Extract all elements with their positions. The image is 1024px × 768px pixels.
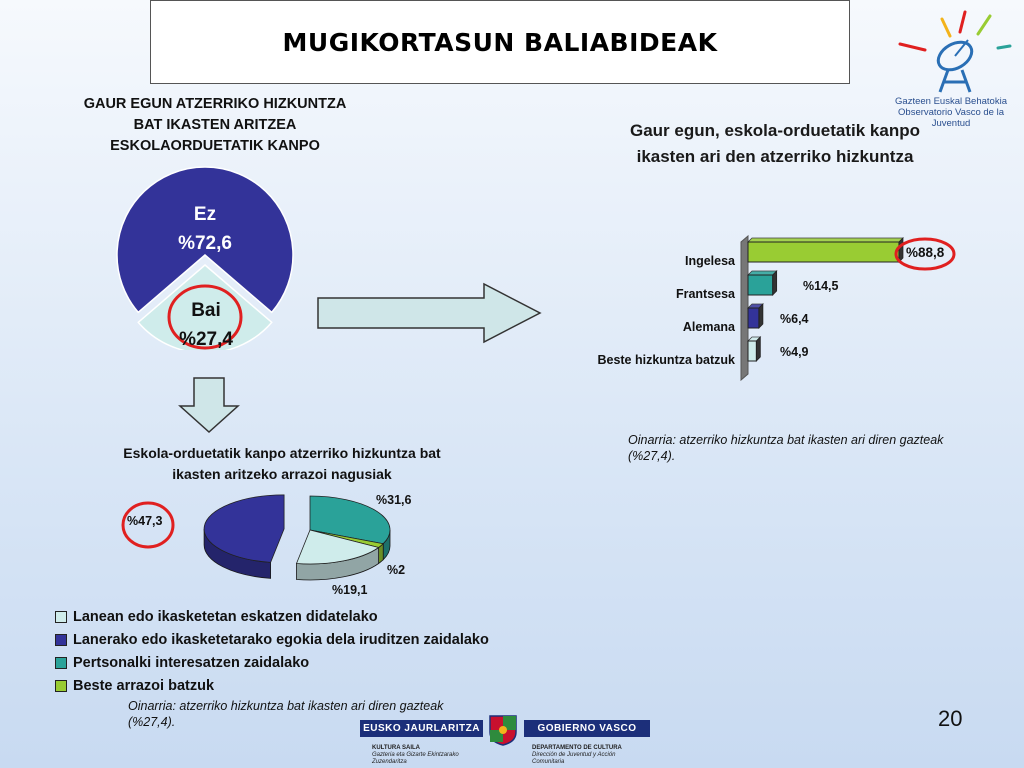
legend-label-3: Beste arrazoi batzuk — [73, 677, 215, 694]
logo-line2: Observatorio Vasco de la Juventud — [898, 107, 1004, 129]
gov-right-sub1: Dirección de Juventud y Acción — [532, 752, 616, 758]
bar-val-3: %4,9 — [780, 345, 809, 359]
legend-item-3 — [55, 674, 489, 697]
pie1-title-line1: GAUR EGUN ATZERRIKO HIZKUNTZA — [83, 96, 347, 112]
gov-right-title: GOBIERNO VASCO — [524, 720, 650, 737]
legend-item-2 — [55, 651, 489, 674]
pie2-val-2: %31,6 — [376, 493, 412, 507]
highlight-circle-pie2 — [120, 500, 176, 550]
highlight-circle-bar — [893, 236, 957, 272]
bar-axis-wall — [741, 236, 748, 380]
bar-1 — [748, 271, 777, 295]
pie1-title-line3: ESKOLAORDUETATIK KANPO — [110, 138, 320, 154]
pie1-label-ez-value: %72,6 — [178, 233, 232, 254]
bar-cat-1: Frantsesa — [675, 287, 735, 301]
bar-2 — [748, 304, 763, 328]
title-box — [150, 0, 850, 84]
bar-title-line1: Gaur egun, eskola-orduetatik kanpo — [629, 121, 920, 140]
right-arrow-icon — [316, 282, 544, 344]
pie2-legend — [55, 605, 489, 697]
logo-line1: Gazteen Euskal Behatokia — [895, 96, 1007, 107]
pie1-label-bai — [156, 296, 256, 354]
legend-item-1 — [55, 628, 489, 651]
bar-title-line2: ikasten ari den atzerriko hizkuntza — [636, 147, 914, 166]
note-2-line1: Oinarria: atzerriko hizkuntza bat ikasten ari diren gazteak — [128, 699, 444, 713]
bar-cat-3: Beste hizkuntza batzuk — [597, 353, 735, 367]
gov-right-sub2: Comunitaria — [532, 759, 565, 765]
bar-cat-2: Alemana — [682, 320, 735, 334]
bar-cat-0: Ingelesa — [684, 254, 735, 268]
pie1-label-ez — [155, 200, 255, 258]
pie2-title-line1: Eskola-orduetatik kanpo atzerriko hizkuntza bat — [123, 445, 441, 461]
gov-left-sub1: Gazteria eta Gizarte Ekintzarako — [372, 752, 459, 758]
pie2-val-3: %2 — [387, 563, 406, 577]
legend-label-2: Pertsonalki interesatzen zaidalako — [73, 654, 310, 671]
legend-swatch-0 — [55, 611, 67, 623]
down-arrow-icon — [178, 376, 240, 434]
page-number: 20 — [938, 706, 963, 731]
note-2-line2: (%27,4). — [128, 715, 176, 729]
bar-val-1: %14,5 — [803, 279, 839, 293]
slide-title: MUGIKORTASUN BALIABIDEAK — [282, 27, 718, 57]
note-1-line2: (%27,4). — [628, 449, 676, 463]
pie2-val-0: %19,1 — [332, 583, 368, 597]
pie2-slice-1 — [204, 495, 284, 579]
gov-left-dept: KULTURA SAILA — [372, 745, 420, 751]
legend-label-1: Lanerako edo ikasketetarako egokia dela iruditzen zaidalako — [73, 631, 489, 648]
gov-left-sub2: Zuzendaritza — [372, 759, 407, 765]
pie1-label-bai-value: %27,4 — [179, 329, 233, 350]
pie1-label-ez-name: Ez — [193, 204, 217, 225]
pie1-title — [40, 94, 390, 157]
bar-0 — [748, 238, 903, 262]
legend-swatch-3 — [55, 680, 67, 692]
pie2-title — [82, 443, 482, 485]
bar-title — [575, 118, 975, 170]
gov-right-dept: DEPARTAMENTO DE CULTURA — [532, 745, 622, 751]
government-logo — [360, 710, 650, 768]
legend-swatch-1 — [55, 634, 67, 646]
legend-item-0 — [55, 605, 489, 628]
note-1 — [628, 432, 943, 464]
bar-val-0: %88,8 — [906, 245, 945, 260]
bar-val-2: %6,4 — [780, 312, 809, 326]
pie1-label-bai-name: Bai — [191, 300, 221, 321]
note-1-line1: Oinarria: atzerriko hizkuntza bat ikasten ari diren gazteak — [628, 433, 944, 447]
legend-swatch-2 — [55, 657, 67, 669]
coat-of-arms-icon — [486, 712, 520, 746]
legend-label-0: Lanean edo ikasketetan eskatzen didatelako — [73, 608, 378, 625]
bar-3 — [748, 337, 760, 361]
pie2-chart — [160, 488, 400, 588]
pie2-title-line2: ikasten aritzeko arrazoi nagusiak — [172, 466, 392, 482]
pie1-title-line2: BAT IKASTEN ARITZEA — [133, 117, 297, 133]
gov-left-title: EUSKO JAURLARITZA — [360, 720, 483, 737]
pie2-val-1: %47,3 — [127, 514, 163, 528]
